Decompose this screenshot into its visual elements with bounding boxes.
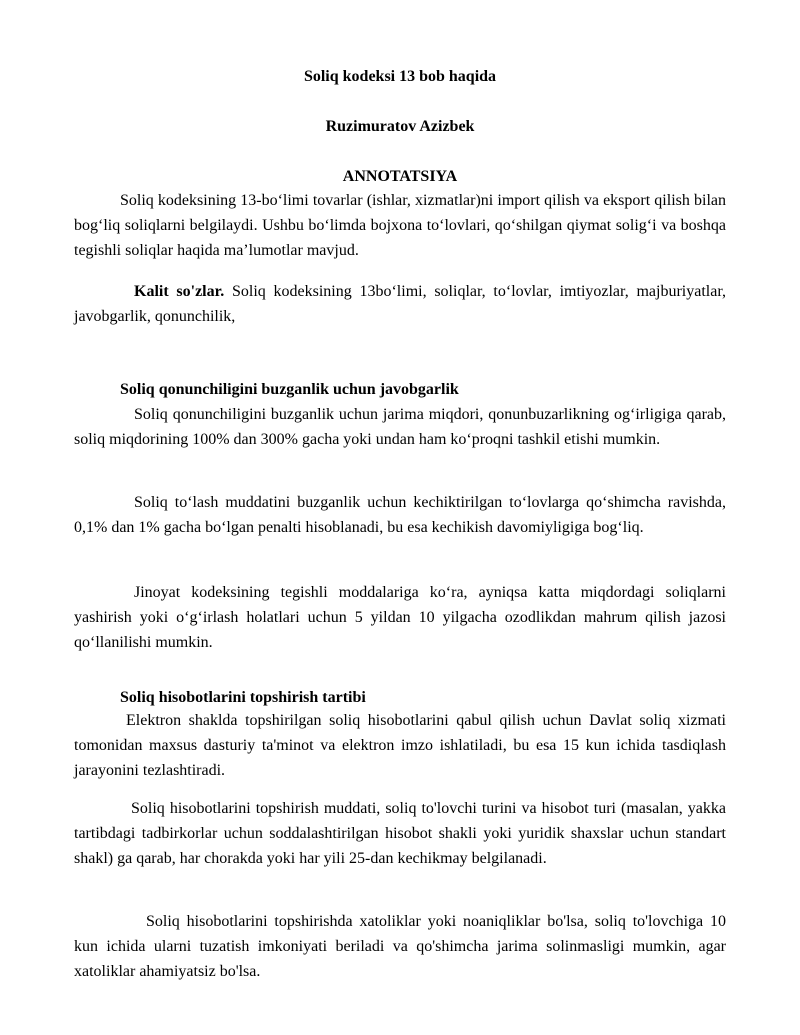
section2-paragraph-1: Elektron shaklda topshirilgan soliq hisobotlarini qabul qilish uchun Davlat soliq xizmati tomonidan maxsus dasturiy ta'minot va elektron imzo ishlatiladi, bu esa 15 kun ichida tasdiqlash jarayonini tezlashtiradi.	[74, 712, 726, 779]
section1-paragraph-1: Soliq qonunchiligini buzganlik uchun jarima miqdori, qonunbuzarlikning og‘irligiga qarab, soliq miqdorining 100% dan 300% gacha yoki undan ham ko‘proqni tashkil etishi mumkin.	[74, 406, 726, 448]
section1-heading: Soliq qonunchiligini buzganlik uchun javobgarlik	[120, 381, 459, 398]
section2-paragraph-2: Soliq hisobotlarini topshirish muddati, soliq to'lovchi turini va hisobot turi (masalan, yakka tartibdagi tadbirkorlar uchun soddalashtirilgan hisobot shakli yoki yuridik shaxslar uchun standart shakl) ga qarab, har chorakda yoki har yili 25-dan kechikmay belgilanadi.	[74, 800, 726, 867]
keywords-text: Soliq kodeksining 13bo‘limi, soliqlar, to‘lovlar, imtiyozlar, majburiyatlar, javobgarlik, qonunchilik,	[74, 283, 727, 325]
document-title: Soliq kodeksi 13 bob haqida	[303, 68, 497, 85]
abstract-text: Soliq kodeksining 13-bo‘limi tovarlar (ishlar, xizmatlar)ni import qilish va eksport qilish bilan bog‘liq soliqlarni belgilaydi. Ushbu bo‘limda bojxona to‘lovlari, qo‘shilgan qiymat solig‘i va boshqa tegishli soliqlar haqida ma’lumotlar mavjud.	[74, 192, 726, 259]
section2-heading: Soliq hisobotlarini topshirish tartibi	[120, 689, 366, 706]
section1-paragraph-2: Soliq to‘lash muddatini buzganlik uchun kechiktirilgan to‘lovlarga qo‘shimcha ravishda, 0,1% dan 1% gacha bo‘lgan penalti hisoblanadi, bu esa kechikish davomiyligiga bog‘liq.	[74, 494, 726, 536]
section1-paragraph-3: Jinoyat kodeksining tegishli moddalariga ko‘ra, ayniqsa katta miqdordagi soliqlarni yashirish yoki o‘g‘irlash holatlari uchun 5 yildan 10 yilgacha ozodlikdan mahrum qilish jazosi qo‘llanilishi mumkin.	[74, 584, 726, 651]
abstract-heading: ANNOTATSIYA	[342, 168, 458, 185]
author-name: Ruzimuratov Azizbek	[325, 118, 475, 135]
abstract-paragraph	[74, 188, 726, 263]
section2-paragraph-3: Soliq hisobotlarini topshirishda xatoliklar yoki noaniqliklar bo'lsa, soliq to'lovchiga 10 kun ichida ularni tuzatish imkoniyati beriladi va qo'shimcha jarima solinmasligi mumkin, agar xatoliklar ahamiyatsiz bo'lsa.	[74, 913, 726, 980]
keywords-paragraph	[74, 279, 726, 329]
keywords-label: Kalit so'zlar.	[134, 283, 225, 300]
